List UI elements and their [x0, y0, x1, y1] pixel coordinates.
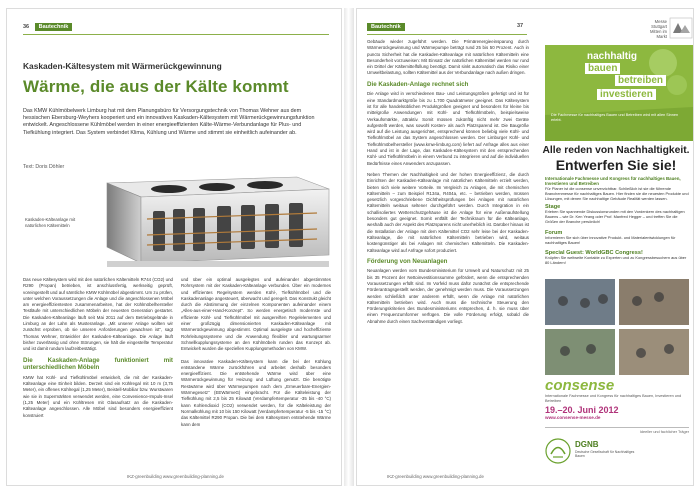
ad-lead-text: Für Planer ist die consense unverzichtbar. Schließlich ist sie die führende Branchenmesse für nachhaltiges Bauen. Hier finden sie die neuesten Produkte und Lösungen, mit denen Sie nachhaltige Gebäude Realität werden lassen. [545, 185, 689, 201]
footer-right: IKZ-greenbuilding www.greenbuilding-planning.de [387, 474, 484, 479]
right-page-header [367, 23, 405, 33]
photo-caption: Kaskaden-Kälteanlage mit natürlichen Kältemitteln [25, 217, 76, 228]
ad-forum [545, 231, 689, 246]
article-title: Wärme, die aus der Kälte kommt [23, 77, 289, 96]
right-subheading-2: Förderung von Neuanlagen [367, 257, 448, 265]
dgnb-name: DGNB [575, 440, 599, 449]
left-column-1 [23, 277, 173, 473]
dgnb-subtitle: Deutsche Gesellschaft für Nachhaltiges Bauen [575, 450, 635, 459]
section-tag-left: Bautechnik [35, 23, 73, 31]
left-page-header [23, 23, 72, 33]
footer-left: IKZ-greenbuilding www.greenbuilding-planning.de [127, 474, 224, 479]
article-intro: Das KMW Kühlmöbelwerk Limburg hat mit dem Planungsbüro für Versorgungstechnik von Thomas Wehner aus dem hessischen Ebersburg-Weyhers kooperiert und ein innovatives Kaskaden-Kältesystem mit Wärmerückgewinnungsfunktion entwickelt. Angeschlossene Kühlmöbel werden in einer energieeffizienten Kälte-Wärme-Verbundanlage für Plus- und Tiefkühlung integriert. Das System verbindet Klima, Kühlung und Wärme und stimmt sie einheitlich aufeinander ab. [23, 108, 315, 136]
page-number-left: 36 [23, 24, 30, 30]
banner-word-2: bauen [585, 63, 620, 74]
ad-guest [545, 251, 689, 266]
sponsor-label: Ideeller und fachlicher Träger [639, 430, 689, 434]
article-byline: Text: Doris Döhler [23, 164, 65, 170]
fair-name: Messe Stuttgart Mitten im Markt [650, 19, 667, 39]
ad-stage [545, 205, 689, 225]
consense-logo: consense [545, 377, 615, 394]
event-dates: 19.–20. Juni 2012 [545, 405, 619, 416]
cascade-unit-photo [77, 175, 341, 273]
right-col-paragraph-4: Neuanlagen werden vom Bundesministerium für Umwelt und Naturschutz mit 25 bis 35 Prozent der Nettoinvestitionssumme gefördert, wenn die entsprechenden Voraussetzungen erfüllt sind. Im Vorfeld muss dafür zunächst die entsprechende Förderantragsgestellt werden, der genehmigt werden muss. Die Voraussetzungen werden schließlich unter anderem erfüllt, wenn die Anlage mit natürlichen Kältemitteln betrieben wird. Auch muss die technische Steuerung den Förderungskriterien des Bundesministeriums entsprechen, d. h. sie muss über einen Frequenzumformer verfügen. Die volle Förderung erfolgt, sobald die Abnahme durch einen Sachverständigen vorliegt. [367, 268, 529, 324]
ad-guest-heading: Special Guest: WorldGBC Congress! [545, 250, 643, 256]
messe-stuttgart-logo-icon [669, 17, 693, 39]
right-page [356, 8, 694, 486]
sponsor-block [545, 427, 689, 468]
right-column-text [367, 39, 529, 477]
ad-headline-1: Alle reden von Nachhaltigkeit. [542, 145, 690, 156]
consense-block [545, 377, 689, 420]
banner-word-1: nachhaltig [587, 51, 638, 62]
unit-side-panel [107, 183, 141, 263]
banner-intro: Die Fachmesse für nachhaltiges Bauen und Betreiben wird mit allen Sinnen erlebt. [551, 113, 679, 122]
consense-subtitle: Internationale Fachmesse und Kongress für nachhaltiges Bauen, Investieren und Betreiben [545, 394, 682, 403]
ad-forum-text: Informieren Sie sich über innovative Produkt- und Materialentwicklungen für nachhaltiges Bauen! [545, 234, 676, 245]
spine-gutter [344, 8, 354, 486]
section-tag-right: Bautechnik [367, 23, 405, 31]
left-page [6, 8, 342, 486]
left-col2-paragraph-1: und über ein optimal ausgelegtes und aufeinander abgestimmtes Rohrsystem mit der Kaskaden-Kälteanlage verbunden. Über ein modernes und effizientes Regelsystem werden Kühl-, Tiefkühlmöbel und die Kaskadenanlage angesteuert, überwacht und geregelt. Das Konstrukt gleicht durch die Abstimmung der einzelnen Komponenten aufeinander einem „Alles-aus-einer-Hand-Konzept“. So werden energetisch modernste und effiziente Kühl- und Tiefkühlmöbel mit ausgereiften Regelelementen und einer großzügig dimensionierten Kaskaden-Kälteanlage mit Wärmerückgewinnung abgestimmt. Optimal ausgelegte und hocheffiziente Rohrleitungssysteme und die Anwendung flexibler und wartungsarmer Schnellkupplungssysteme an den Kühlmöbeln runden das Konzept ab. Entwickelt wurden die speziellen Kupplungsmethoden von KMW. [181, 277, 331, 352]
left-column-2 [181, 277, 331, 473]
ad-lead [545, 177, 689, 202]
left-col1-subheading: Die Kaskaden-Anlage funktioniert mit unterschiedlichen Möbeln [23, 356, 173, 372]
header-rule-right [367, 34, 527, 35]
right-col-paragraph-2: Die Anlage wird in verschiedenen Bau- und Leistungsgrößen gefertigt und ist für eine Standardmarktgröße bis zu 1.700 Quadratmeter geeignet. Das Kältesystem ist für alle handelsüblichen Produktgrößen geeignet und besonders für kleine bis mittelgroße Anwendungen mit Kühl- und Tiefkühlmöbeln, beispielsweise Verkaufsmärkte, attraktiv. Somit müssen zukünftig nicht mehr zwei Geräte aufgestellt werden, was sowohl Kosten- als auch Platzsparend ist. Die Baugröße wird auf die Leistung ausgerichtet, entsprechend können beliebig viele Kühl- und Tiefkühlmöbel an das System angeschlossen werden. Der Limburger Kühl- und Tiefkühlmöbelhersteller (www.kmw-limburg.com) liefert auf Anfrage alles aus einer Hand und ist in der Lage, das Kaskaden-Kältesystem mit den entsprechenden Kühl- und Tiefkühlmöbeln in einem Verbund zu integrieren und auf die individuellen Bedürfnisse eines Anwenders anzupassen. [367, 91, 529, 166]
ad-stage-heading: Stage [545, 204, 561, 210]
right-col-paragraph-3: Neben Themen der Nachhaltigkeit und der hohen Energieeffizienz, die durch Einrichten der Kaskaden-Kälteanlage mit natürlichen Kältemitteln erzielt werden, bieten sich viele weitere Vorteile. Im Vergleich zu Anlagen, die mit chemischen Kältemitteln – zum Beispiel R134a, R404a, etc. – betrieben werden, müssen gesetzlich vorgeschriebene Dichtheitsprüfungen bei Anlagen mit natürlichen Kältemitteln weitaus seltener durchgeführt werden. Durch Integration in ein schallisoliertes Wetterschutzgehäuse ist die Anlage für eine Außenaufstellung besonders gut geeignet. Somit entfällt der Technikraum für die Kälteanlage, weshalb auch der Aspekt des Platzsparens nicht unerheblich ist. Darüber hinaus ist die Installation der Anlage mit dem Kältemittel CO2 sehr leise bei der Kaskaden-Kälteanlage, die mit natürlichen Kältemitteln betrieben wird, weitaus kostengünstiger als bei Anlagen mit chemischen Kältemitteln. Die Kaskaden-Kälteanlage wird auf Anfrage sofort produziert. [367, 171, 529, 253]
banner-word-4: investieren [597, 89, 656, 100]
ad-lead-heading: Internationale Fachmesse und Kongress für nachhaltiges Bauen, Investieren und Betreiben [545, 176, 681, 186]
ad-headline-2: Entwerfen Sie sie! [555, 157, 677, 173]
header-rule-left [23, 34, 329, 35]
ad-stage-text: Erleben Sie spannende Diskussionsrunden mit den Vordenkern des nachhaltigen Bauens – wie Dr. Ken Yeang oder Prof. Manfred Hegger – und treffen Sie die Größen der Branche persönlich! [545, 208, 685, 224]
dgnb-logo-icon [545, 438, 571, 464]
ad-photo-grid [545, 279, 689, 375]
right-subheading-1: Die Kaskaden-Anlage rechnet sich [367, 80, 469, 88]
page-number-right: 37 [517, 23, 524, 29]
ad-banner [545, 45, 693, 141]
article-kicker: Kaskaden-Kältesystem mit Wärmerückgewinnung [23, 61, 222, 71]
left-col1-paragraph-2: KMW hat Kühl- und Tiefkühlmöbel entwickelt, die mit der Kaskaden-Kälteanlage eine Einheit bilden. Derzeit sind ein Kühlregal mit 10 m (3,75 Meter), ein offenes Kühlregal (1,25 Meter), Beistell-Mobiliar bzw. Wurstwaren wie sie in Supermärkten verwendet werden, eine Convenience-Impuls-Insel (1,25 Meter) und ein Kühltresen mit Glasaufsatz an die Kaskaden-Kälteanlage angeschlossen. Alle Möbel sind besonders energieeffizient konstruiert [23, 374, 173, 418]
unit-base [107, 261, 329, 267]
ad-forum-heading: Forum [545, 230, 563, 236]
banner-word-3: betreiben [615, 75, 666, 86]
event-url: www.consense-messe.de [545, 415, 601, 421]
ad-guest-text: Knüpfen Sie weltweite Kontakte zu Experten und zu Kongressbesuchern aus über 80 Ländern! [545, 254, 687, 265]
right-col-paragraph-1: Gebäude wieder zugeführt werden. Die Primärenergieeinsparung durch Wärmerückgewinnung und Wärmepumpe beträgt rund 25 bis 50 Prozent. Auch in puncto Sicherheit hat die Kaskaden-Kälteanlage mit natürlichen Kältemitteln eine Besonderheit vorzuweisen: Mit Einsatz der natürlichen Kältemittel werden nur rund ein Drittel der Kältemittelfüllung benötigt. Damit sinkt automatisch das Risiko einer Umweltbelastung, sollten Kältemittel aus der Verbundanlage nach außen dringen. [367, 39, 529, 76]
left-col1-paragraph-1: Das neue Kältesystem wird mit den natürlichen Kältemitteln R744 (CO2) und R290 (Propan) betrieben, ist anschlussfertig, werkseitig geprüft, voreingestellt und auf sämtliche KMW Kühlmöbel abgestimmt. Um zu prüfen, unter welchen Voraussetzungen die Anlage und die angeschlossenen Möbel am energieeffizientesten zusammenarbeiten, hat der Kühlmöbelhersteller Testläufe mit unterschiedlichen Möbeln der neuesten Generation gestartet. Die Kaskaden-Kälteanlage läuft seit Mai 2011 auf dem Betriebsgelände in Limburg an der Lahn als Musteranlage. „Mit unserer Anlage wollten wir zunächst erproben, ob sie unseren Anforderungen gewachsen ist“, sagt Thomas Wehner, Entwickler der Kaskaden-Kälteanlage. Die Anlage läuft bisher zuverlässig und ohne Störungen, sie hält die eingestellte Temperatur und ist damit rundum laufzeitbestätigt. [23, 277, 173, 352]
left-col2-paragraph-2: Das innovative Kaskaden-Kältesystem kann die bei der Kühlung entstandene Wärme zurückführen und arbeitet deshalb besonders energieeffizient. Die entstehende Wärme wird über eine Wärmerückgewinnung für Heizung und Lüftung genutzt. Die benötigte Restwärme wird über Wärmepumpen nach dem „Erneuerbare-Energien-Wärmegesetz“ (EEWärmeG) eingebracht. Für die Kälteleistung der Tiefkühlung mit 2,5 bis 25 Kilowatt (Verdampfertemperatur -35 bis -40 °C) kann Kohlendioxid (CO2) verwendet werden, für die Kälteleistung der Normalkühlung mit 10 bis 150 Kilowatt (Verdampfertemperatur -5 bis -15 °C) das Kältemittel R290 Propan. Die bei dem Kältesystem entstehende Wärme kann dem [181, 358, 331, 427]
